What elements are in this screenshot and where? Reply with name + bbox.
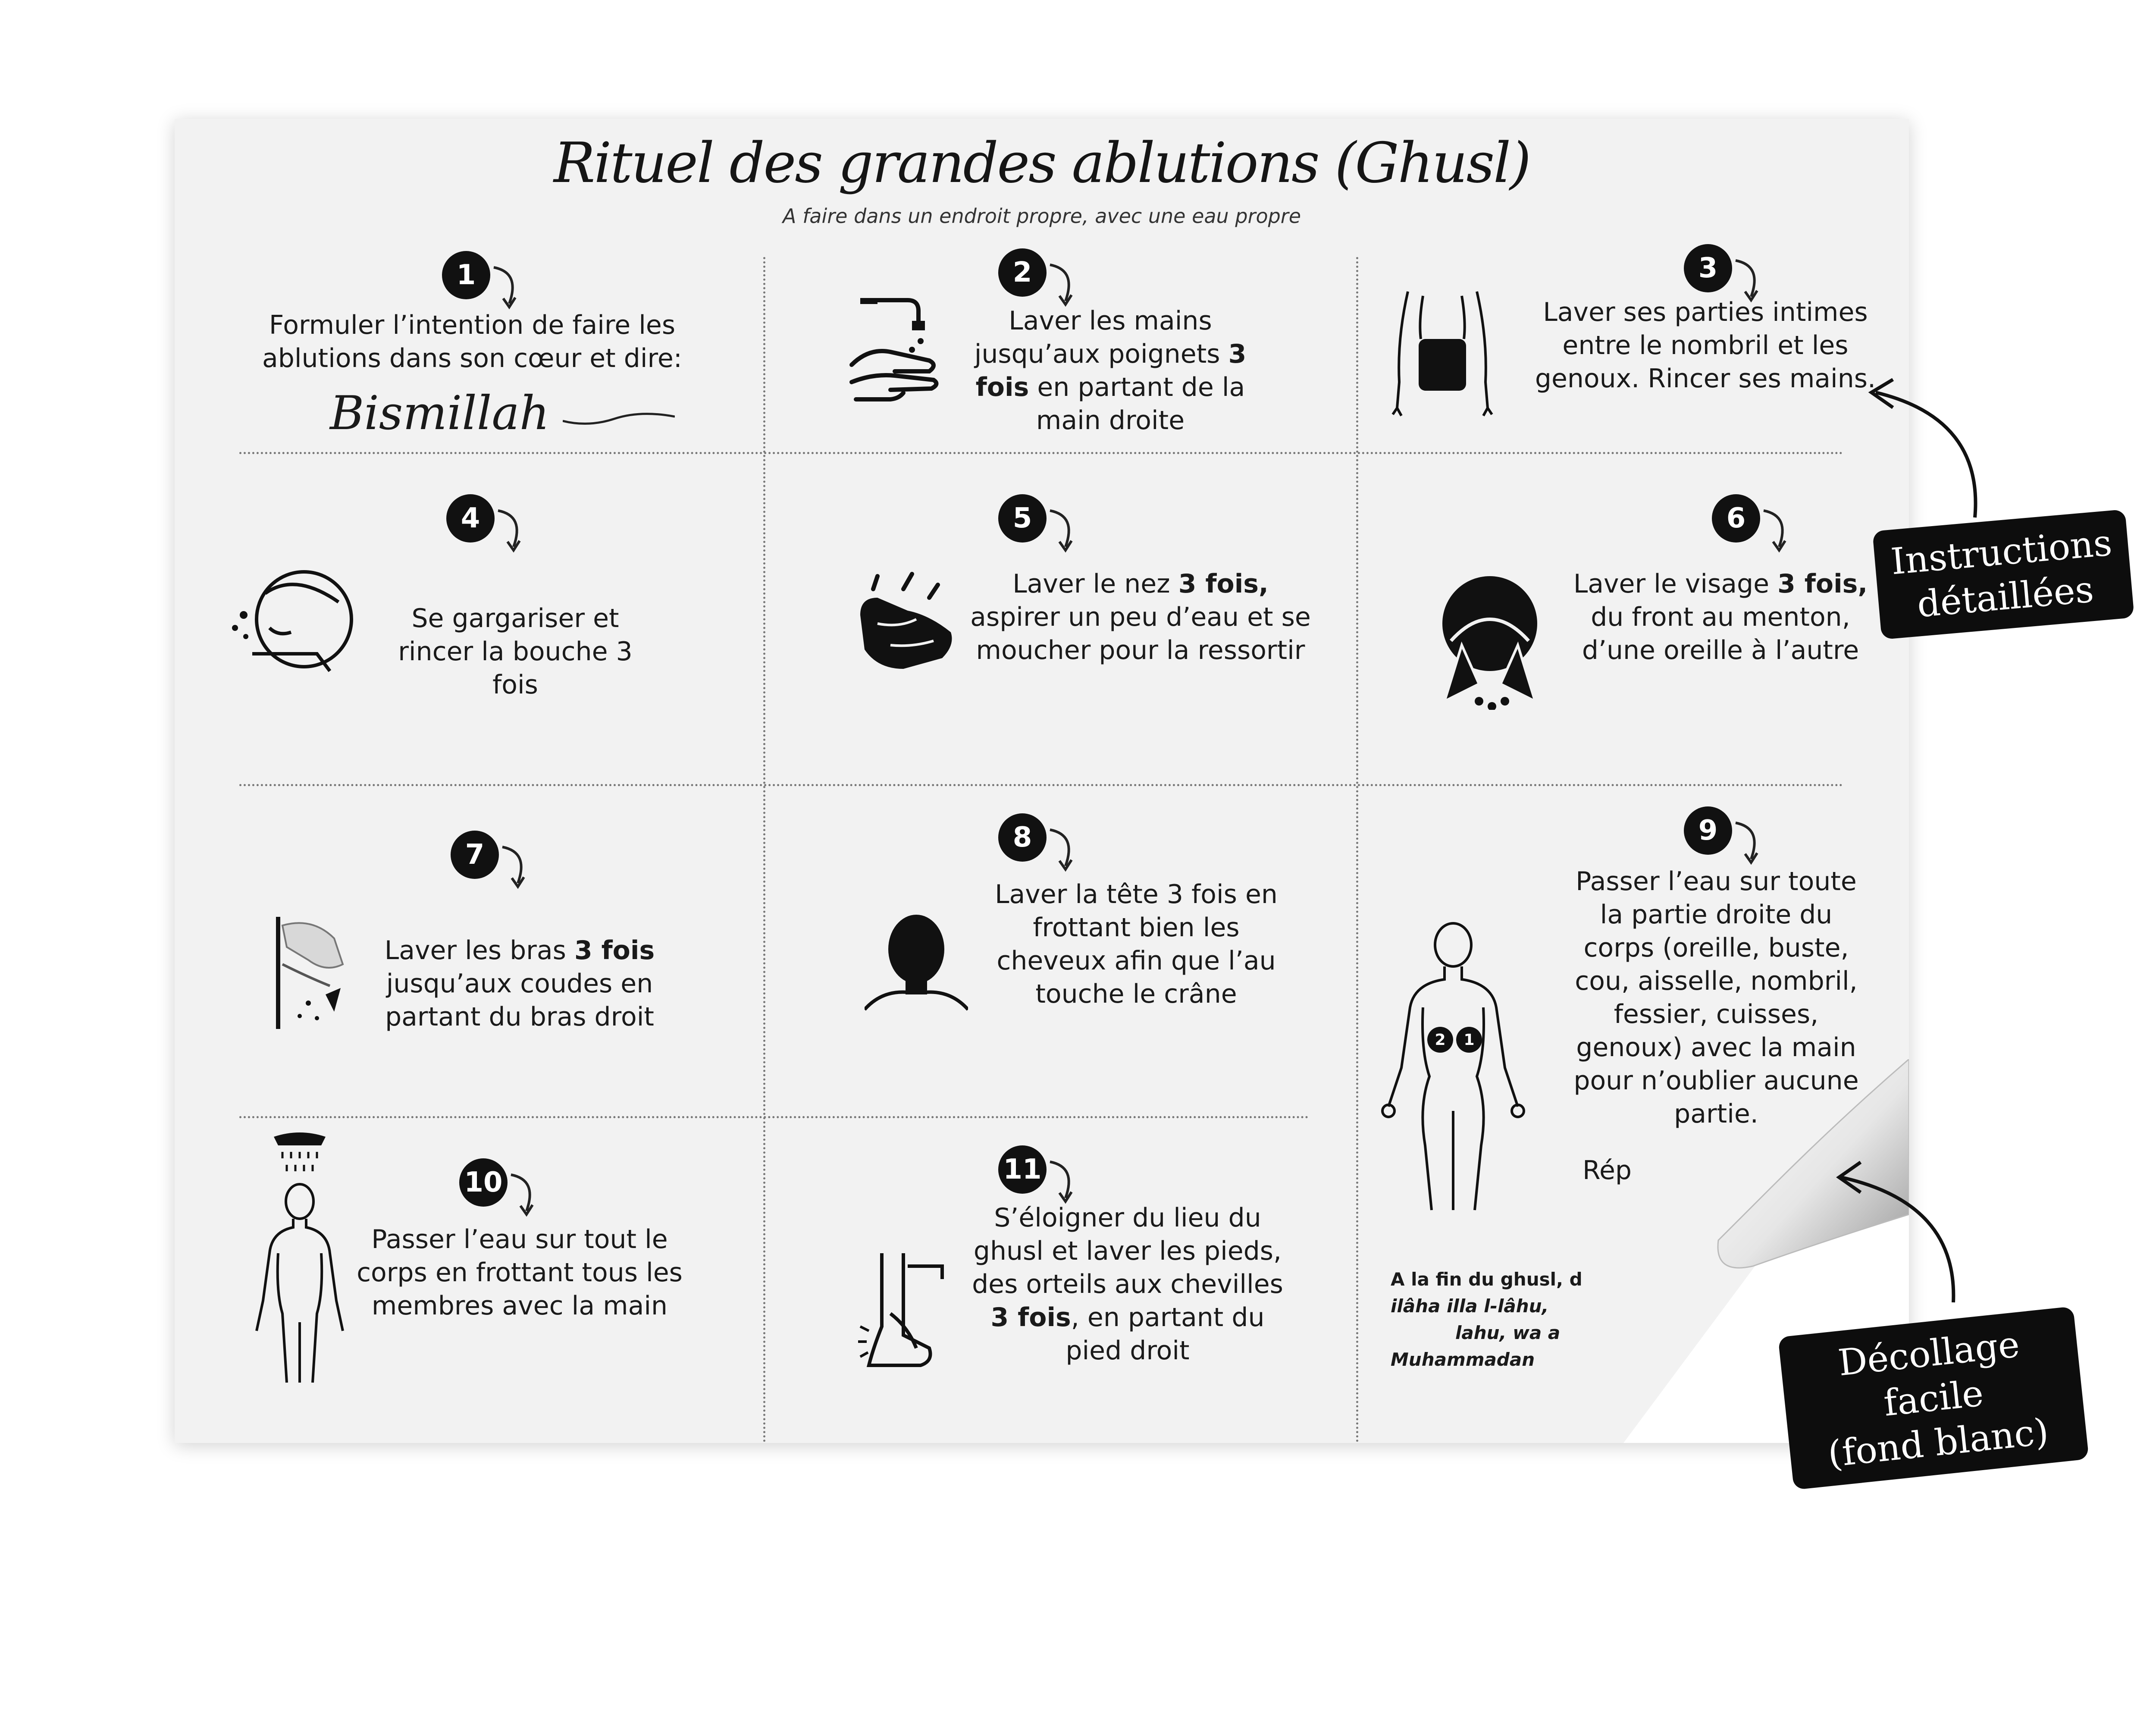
step-text-segment: Laver les bras: [384, 935, 574, 966]
curved-arrow-icon: [1760, 507, 1795, 555]
face-washing-icon: [1427, 572, 1552, 710]
step-text-segment: 3 fois,: [1777, 569, 1868, 599]
step-text-segment: aspirer un peu d’eau et se moucher pour la ressortir: [970, 602, 1311, 665]
arm-washing-icon: [261, 913, 347, 1033]
step-6: [1358, 460, 1909, 779]
step-10-text: [356, 1223, 683, 1323]
step-2: [765, 244, 1356, 451]
curved-arrow-icon: [1732, 819, 1767, 867]
grid-divider: [239, 1116, 1309, 1118]
step-11: [765, 1124, 1356, 1443]
step-7: [175, 792, 763, 1111]
step-4: [175, 460, 763, 779]
step-text-segment: Laver les mains jusqu’aux poignets: [974, 306, 1228, 369]
step-3: [1358, 244, 1909, 451]
body-outline-icon: [1371, 921, 1535, 1214]
mouth-rinse-icon: [226, 563, 360, 684]
step-11-text: [964, 1201, 1291, 1367]
step-7-number-badge: 7: [451, 831, 499, 879]
callout-line: Instructions: [1889, 521, 2114, 583]
step-text-segment: Laver la tête 3 fois en frottant bien les cheveux afin que l’au touche le crâne: [995, 879, 1278, 1009]
step-10-number-badge: 10: [459, 1158, 508, 1207]
body-marker-1: 1: [1456, 1027, 1482, 1053]
step-9-number-badge: 9: [1684, 806, 1732, 855]
hand-washing-icon: [843, 296, 942, 408]
head-silhouette-icon: [865, 913, 968, 1012]
step-text-segment: du front au menton, d’une oreille à l’autre: [1582, 602, 1859, 665]
shower-body-icon: [248, 1128, 351, 1387]
callout-detailed-instructions: [1872, 509, 2134, 640]
step-2-number-badge: 2: [998, 248, 1047, 297]
step-text-segment: Se gargariser et rincer la bouche 3 fois: [398, 603, 633, 700]
ghusl-end-line: ilâha illa l-lâhu,: [1391, 1295, 1549, 1317]
step-text-segment: Passer l’eau sur tout le corps en frottant tous les membres avec la main: [357, 1224, 683, 1321]
body-waist-icon: [1388, 287, 1496, 417]
curved-arrow-icon: [1047, 826, 1081, 874]
callout-line: Décollage facile: [1836, 1323, 2022, 1424]
step-4-number-badge: 4: [446, 494, 495, 543]
step-text-segment: Laver ses parties intimes entre le nombril et les genoux. Rincer ses mains.: [1535, 297, 1876, 394]
step-1: [175, 244, 763, 451]
curved-arrow-icon: [490, 264, 525, 311]
step-5: [765, 460, 1356, 779]
step-10: [175, 1124, 763, 1443]
step-text-segment: 3 fois: [975, 339, 1247, 402]
step-4-text: [377, 602, 653, 702]
step-text-segment: , en partant du pied droit: [1065, 1302, 1265, 1366]
step-8-number-badge: 8: [998, 813, 1047, 862]
step-text-segment: S’éloigner du lieu du ghusl et laver les pieds, des orteils aux chevilles: [972, 1203, 1283, 1299]
ghusl-end-line: A la fin du ghusl, d: [1391, 1269, 1583, 1290]
step-2-text: [955, 304, 1266, 437]
step-text-segment: en partant de la main droite: [1029, 372, 1245, 436]
step-text-segment: 3 fois: [990, 1302, 1071, 1333]
step-8-text: [981, 878, 1291, 1011]
nose-rinse-icon: [852, 572, 964, 675]
curved-arrow-icon: [495, 507, 529, 555]
step-1-number-badge: 1: [442, 251, 490, 299]
step-text-segment: jusqu’aux coudes en partant du bras droit: [385, 969, 654, 1032]
curved-arrow-icon: [1047, 1158, 1081, 1206]
step-3-text: [1522, 296, 1889, 395]
step-5-number-badge: 5: [998, 494, 1047, 543]
step-text-segment: 3 fois: [574, 935, 655, 966]
ghusl-end-line: lahu, wa a: [1455, 1322, 1561, 1343]
step-11-number-badge: 11: [998, 1145, 1047, 1194]
step-7-text: [369, 934, 671, 1034]
curved-arrow-icon: [499, 844, 533, 891]
step-9-partial-line: Rép: [1583, 1155, 1632, 1186]
callout-line: détaillées: [1915, 568, 2096, 626]
grid-divider: [239, 784, 1843, 786]
curved-arrow-icon: [1047, 507, 1081, 555]
sheet-title: Rituel des grandes ablutions (Ghusl): [553, 131, 1530, 195]
foot-washing-icon: [856, 1249, 955, 1378]
ghusl-end-line: Muhammadan: [1391, 1349, 1535, 1370]
step-text-segment: Passer l’eau sur toute la partie droite du corps (oreille, buste, cou, aisselle, nombril, fessier, cuisses, genoux) avec la main pour n’oublier aucune partie.: [1573, 866, 1859, 1129]
callout-easy-peel: [1778, 1306, 2089, 1490]
script-flourish-icon: [563, 404, 675, 430]
step-6-number-badge: 6: [1712, 494, 1760, 543]
step-1-text: [213, 309, 731, 375]
step-8: [765, 792, 1356, 1111]
callout-line: (fond blanc): [1826, 1410, 2051, 1476]
step-text-segment: 3 fois,: [1178, 569, 1269, 599]
body-marker-2: 2: [1427, 1027, 1453, 1053]
curved-arrow-icon: [1047, 261, 1081, 309]
step-3-number-badge: 3: [1684, 244, 1732, 292]
step-6-text: [1557, 568, 1884, 667]
step-text-segment: Laver le nez: [1012, 569, 1178, 599]
ablution-sticker-sheet: [175, 119, 1909, 1443]
step-text-segment: Formuler l’intention de faire les ablutions dans son cœur et dire:: [262, 310, 682, 373]
grid-divider: [239, 452, 1843, 454]
curved-arrow-icon: [508, 1171, 542, 1219]
sheet-subtitle: A faire dans un endroit propre, avec une eau propre: [783, 204, 1301, 228]
bismillah-script: Bismillah: [330, 386, 550, 440]
step-5-text: [968, 568, 1313, 667]
curved-arrow-icon: [1854, 375, 2001, 522]
step-text-segment: Laver le visage: [1573, 569, 1778, 599]
curved-arrow-icon: [1828, 1151, 1966, 1307]
